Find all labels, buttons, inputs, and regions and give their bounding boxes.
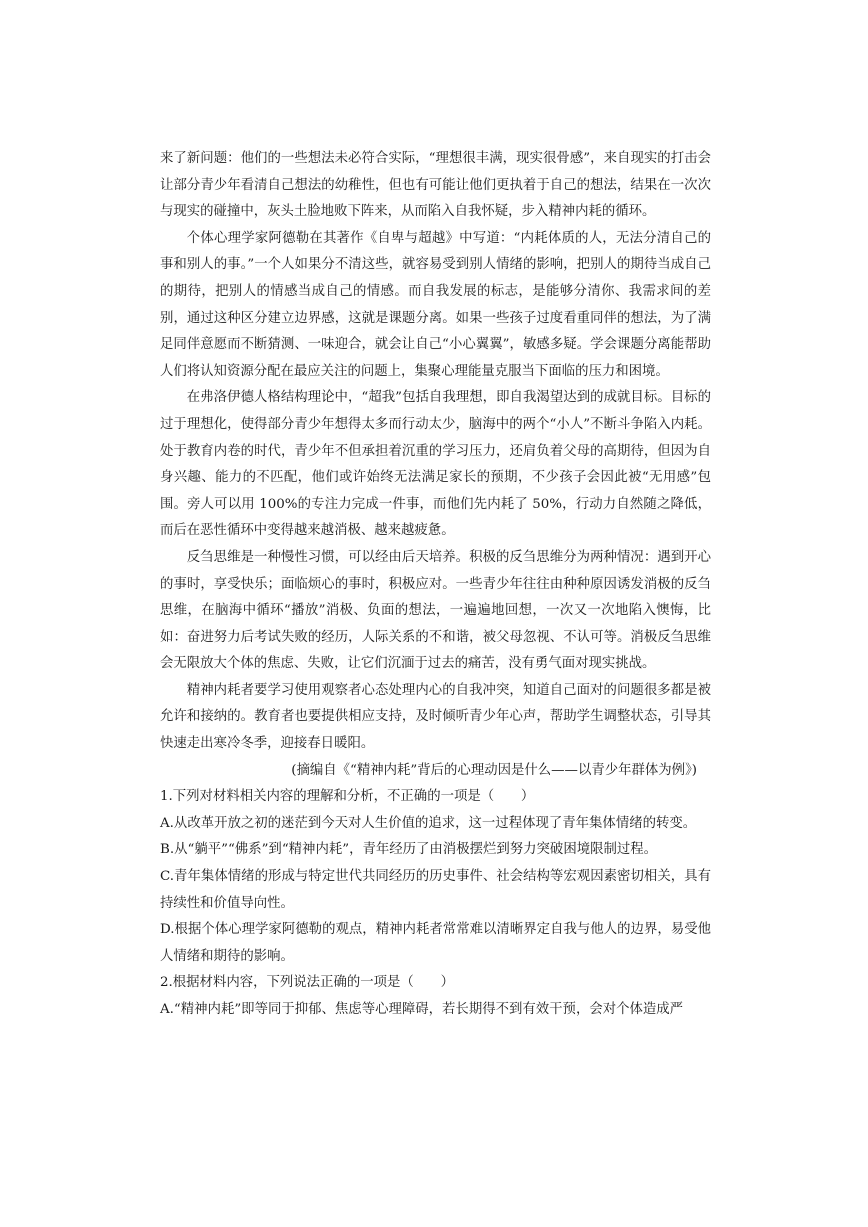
answer-option: B.从“躺平”“佛系”到“精神内耗”，青年经历了由消极摆烂到努力突破困境限制过程。 xyxy=(160,842,658,858)
article-paragraph: 反刍思维是一种慢性习惯，可以经由后天培养。积极的反刍思维分为两种情况：遇到开心的事时，享受快乐；面临烦心的事时，积极应对。一些青少年往往由种种原因诱发消极的反刍思维，在脑海中循环“播放”消极、负面的想法，一遍遍地回想，一次又一次地陷入懊悔，比如：奋进努力后考试失败的经历，人际关系的不和谐，被父母忽视、不认可等。消极反刍思维会无限放大个体的焦虑、失败，让它们沉湎于过去的痛苦，没有勇气面对现实挑战。 xyxy=(160,549,711,672)
article-paragraph: 个体心理学家阿德勒在其著作《自卑与超越》中写道：“内耗体质的人，无法分清自己的事和别人的事。”一个人如果分不清这些，就容易受到别人情绪的影响，把别人的期待当成自己的期待，把别人的情感当成自己的情感。而自我发展的标志，是能够分清你、我需求间的差别，通过这种区分建立边界感，这就是课题分离。如果一些孩子过度看重同伴的想法，为了满足同伴意愿而不断猜测、一味迎合，就会让自己“小心翼翼”，敏感多疑。学会课题分离能帮助人们将认知资源分配在最应关注的问题上，集聚心理能量克服当下面临的压力和困境。 xyxy=(160,230,711,379)
answer-option: C.青年集体情绪的形成与特定世代共同经历的历史事件、社会结构等宏观因素密切相关，具有持续性和价值导向性。 xyxy=(160,869,711,911)
article-paragraph: 精神内耗者要学习使用观察者心态处理内心的自我冲突，知道自己面对的问题很多都是被允许和接纳的。教育者也要提供相应支持，及时倾听青少年心声，帮助学生调整状态，引导其快速走出寒冷冬季，迎接春日暖阳。 xyxy=(160,682,711,752)
article-paragraph: 来了新问题：他们的一些想法未必符合实际，“理想很丰满，现实很骨感”，来自现实的打击会让部分青少年看清自己想法的幼稚性，但也有可能让他们更执着于自己的想法，结果在一次次与现实的碰撞中，灰头土脸地败下阵来，从而陷入自我怀疑，步入精神内耗的循环。 xyxy=(160,151,711,220)
question-stem: 2.根据材料内容，下列说法正确的一项是（ ） xyxy=(160,975,454,991)
page-content xyxy=(160,146,711,1024)
source-citation: (摘编自《“精神内耗”背后的心理动因是什么——以青少年群体为例》) xyxy=(291,762,697,778)
question-stem: 1.下列对材料相关内容的理解和分析，不正确的一项是（ ） xyxy=(160,789,535,805)
answer-option: D.根据个体心理学家阿德勒的观点，精神内耗者常常难以清晰界定自我与他人的边界，易受他人情绪和期待的影响。 xyxy=(160,922,711,964)
answer-option: A.从改革开放之初的迷茫到今天对人生价值的追求，这一过程体现了青年集体情绪的转变。 xyxy=(160,815,697,831)
article-paragraph: 在弗洛伊德人格结构理论中，“超我”包括自我理想，即自我渴望达到的成就目标。目标的过于理想化，使得部分青少年想得太多而行动太少，脑海中的两个“小人”不断斗争陷入内耗。处于教育内卷的时代，青少年不但承担着沉重的学习压力，还肩负着父母的高期待，但因为自身兴趣、能力的不匹配，他们或许始终无法满足家长的预期，不少孩子会因此被“无用感”包围。旁人可以用 100%的专注力完成一件事，而他们先内耗了 50%，行动力自然随之降低，而后在恶性循环中变得越来越消极、越来越疲惫。 xyxy=(160,390,711,539)
answer-option: A.“精神内耗”即等同于抑郁、焦虑等心理障碍，若长期得不到有效干预，会对个体造成严 xyxy=(160,1002,684,1017)
